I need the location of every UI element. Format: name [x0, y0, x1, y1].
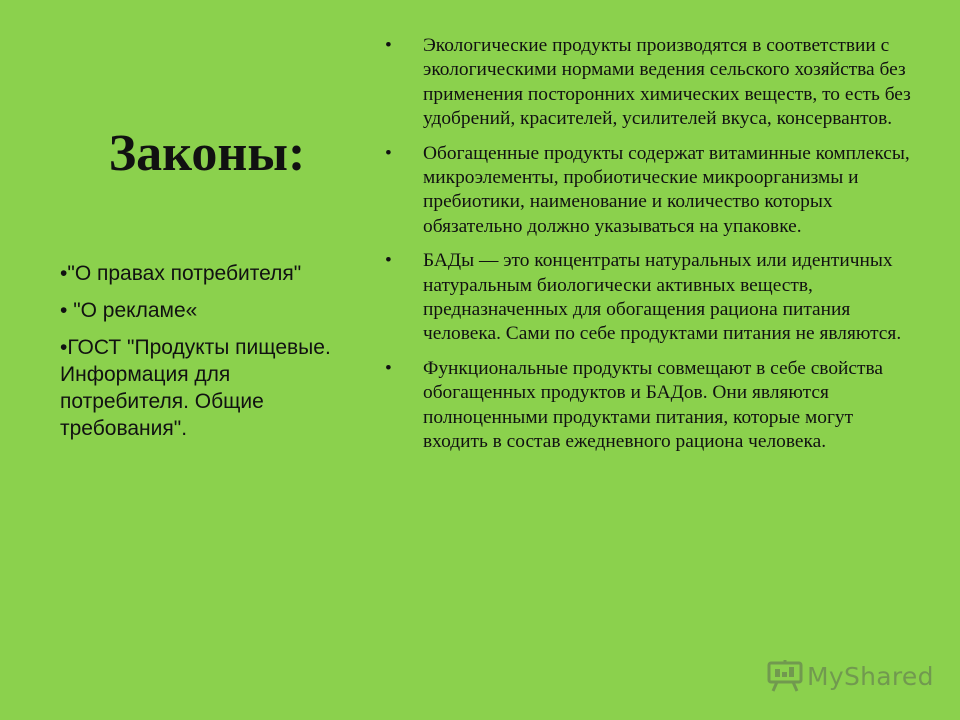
law-item — [60, 260, 360, 287]
definition-text: БАДы — это концентраты натуральных или идентичных натуральным биологически активных веществ, предназначенных для обогащения рациона питания человека. Сами по себе продуктами питания не являются. — [423, 250, 902, 345]
presentation-board-icon — [767, 660, 803, 692]
definition-item — [383, 34, 913, 131]
bullet-icon: • — [60, 262, 68, 285]
law-item — [60, 334, 360, 442]
law-text: "О правах потребителя" — [67, 262, 302, 285]
slide-title: Законы: — [108, 125, 306, 182]
definition-item — [383, 249, 913, 346]
definition-item — [383, 142, 913, 239]
definition-text: Функциональные продукты совмещают в себе свойства обогащенных продуктов и БАДов. Они являются полноценными продуктами питания, которые могут входить в состав ежедневного рациона человека. — [423, 358, 883, 452]
definition-text: Обогащенные продукты содержат витаминные комплексы, микроэлементы, пробиотические микроорганизмы и пребиотики, наименование и количество которых обязательно должно указываться на упаковке. — [423, 142, 910, 237]
law-text: "О рекламе« — [73, 299, 198, 322]
law-text: ГОСТ "Продукты пищевые. Информация для потребителя. Общие требования". — [60, 336, 331, 440]
bullet-icon: • — [60, 336, 68, 359]
laws-list — [60, 260, 360, 452]
bullet-icon: • — [385, 35, 392, 56]
watermark-logo — [767, 656, 934, 696]
bullet-icon: • — [60, 299, 74, 322]
definition-item — [383, 357, 913, 454]
bullet-icon: • — [385, 250, 392, 272]
bullet-icon: • — [385, 142, 392, 164]
definition-text: Экологические продукты производятся в соответствии с экологическими нормами ведения сельского хозяйства без применения посторонних химических веществ, то есть без удобрений, красителей, усилителей вкуса, консервантов. — [423, 35, 911, 129]
watermark-text: MyShared — [807, 661, 934, 691]
bullet-icon: • — [385, 358, 392, 380]
definitions-list — [383, 34, 913, 465]
law-item — [60, 297, 360, 324]
